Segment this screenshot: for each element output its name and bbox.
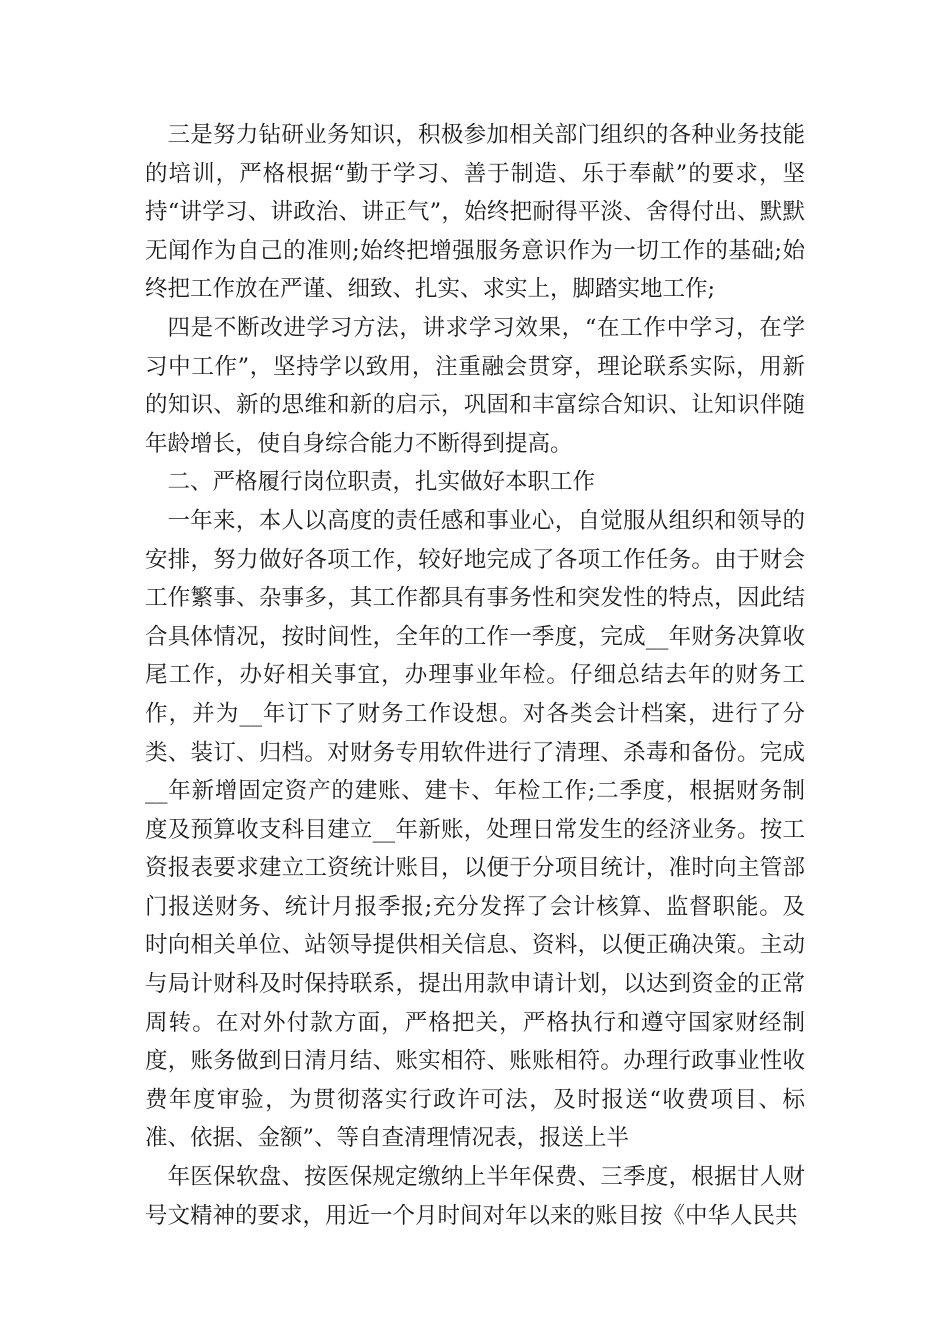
document-page — [145, 116, 805, 1235]
paragraph-annual-work: 一年来，本人以高度的责任感和事业心，自觉服从组织和领导的安排，努力做好各项工作，较好地完成了各项工作任务。由于财会工作繁事、杂事多，其工作都具有事务性和突发性的特点，因此结合具体情况，按时间性，全年的工作一季度，完成__年财务决算收尾工作，办好相关事宜，办理事业年检。仔细总结去年的财务工作，并为__年订下了财务工作设想。对各类会计档案，进行了分类、装订、归档。对财务专用软件进行了清理、杀毒和备份。完成__年新增固定资产的建账、建卡、年检工作;二季度，根据财务制度及预算收支科目建立__年新账，处理日常发生的经济业务。按工资报表要求建立工资统计账目，以便于分项目统计，准时向主管部门报送财务、统计月报季报;充分发挥了会计核算、监督职能。及时向相关单位、站领导提供相关信息、资料，以便正确决策。主动与局计财科及时保持联系，提出用款申请计划，以达到资金的正常周转。在对外付款方面，严格把关，严格执行和遵守国家财经制度，账务做到日清月结、账实相符、账账相符。办理行政事业性收费年度审验，为贯彻落实行政许可法，及时报送“收费项目、标准、依据、金额”、等自查清理情况表，报送上半 — [145, 507, 805, 1152]
paragraph-study-diligence: 三是努力钻研业务知识，积极参加相关部门组织的各种业务技能的培训，严格根据“勤于学习、善于制造、乐于奉献”的要求，坚持“讲学习、讲政治、讲正气”，始终把耐得平淡、舍得付出、默默无闻作为自己的准则;始终把增强服务意识作为一切工作的基础;始终把工作放在严谨、细致、扎实、求实上，脚踏实地工作; — [145, 122, 805, 303]
paragraph-study-methods: 四是不断改进学习方法，讲求学习效果，“在工作中学习，在学习中工作”，坚持学以致用，注重融会贯穿，理论联系实际，用新的知识、新的思维和新的启示，巩固和丰富综合知识、让知识伴随年龄增长，使自身综合能力不断得到提高。 — [145, 314, 805, 457]
paragraph-medical-insurance: 年医保软盘、按医保规定缴纳上半年保费、三季度，根据甘人财号文精神的要求，用近一个月时间对年以来的账目按《中华人民共 — [145, 1164, 805, 1229]
section-heading-duties: 二、严格履行岗位职责，扎实做好本职工作 — [167, 469, 596, 496]
